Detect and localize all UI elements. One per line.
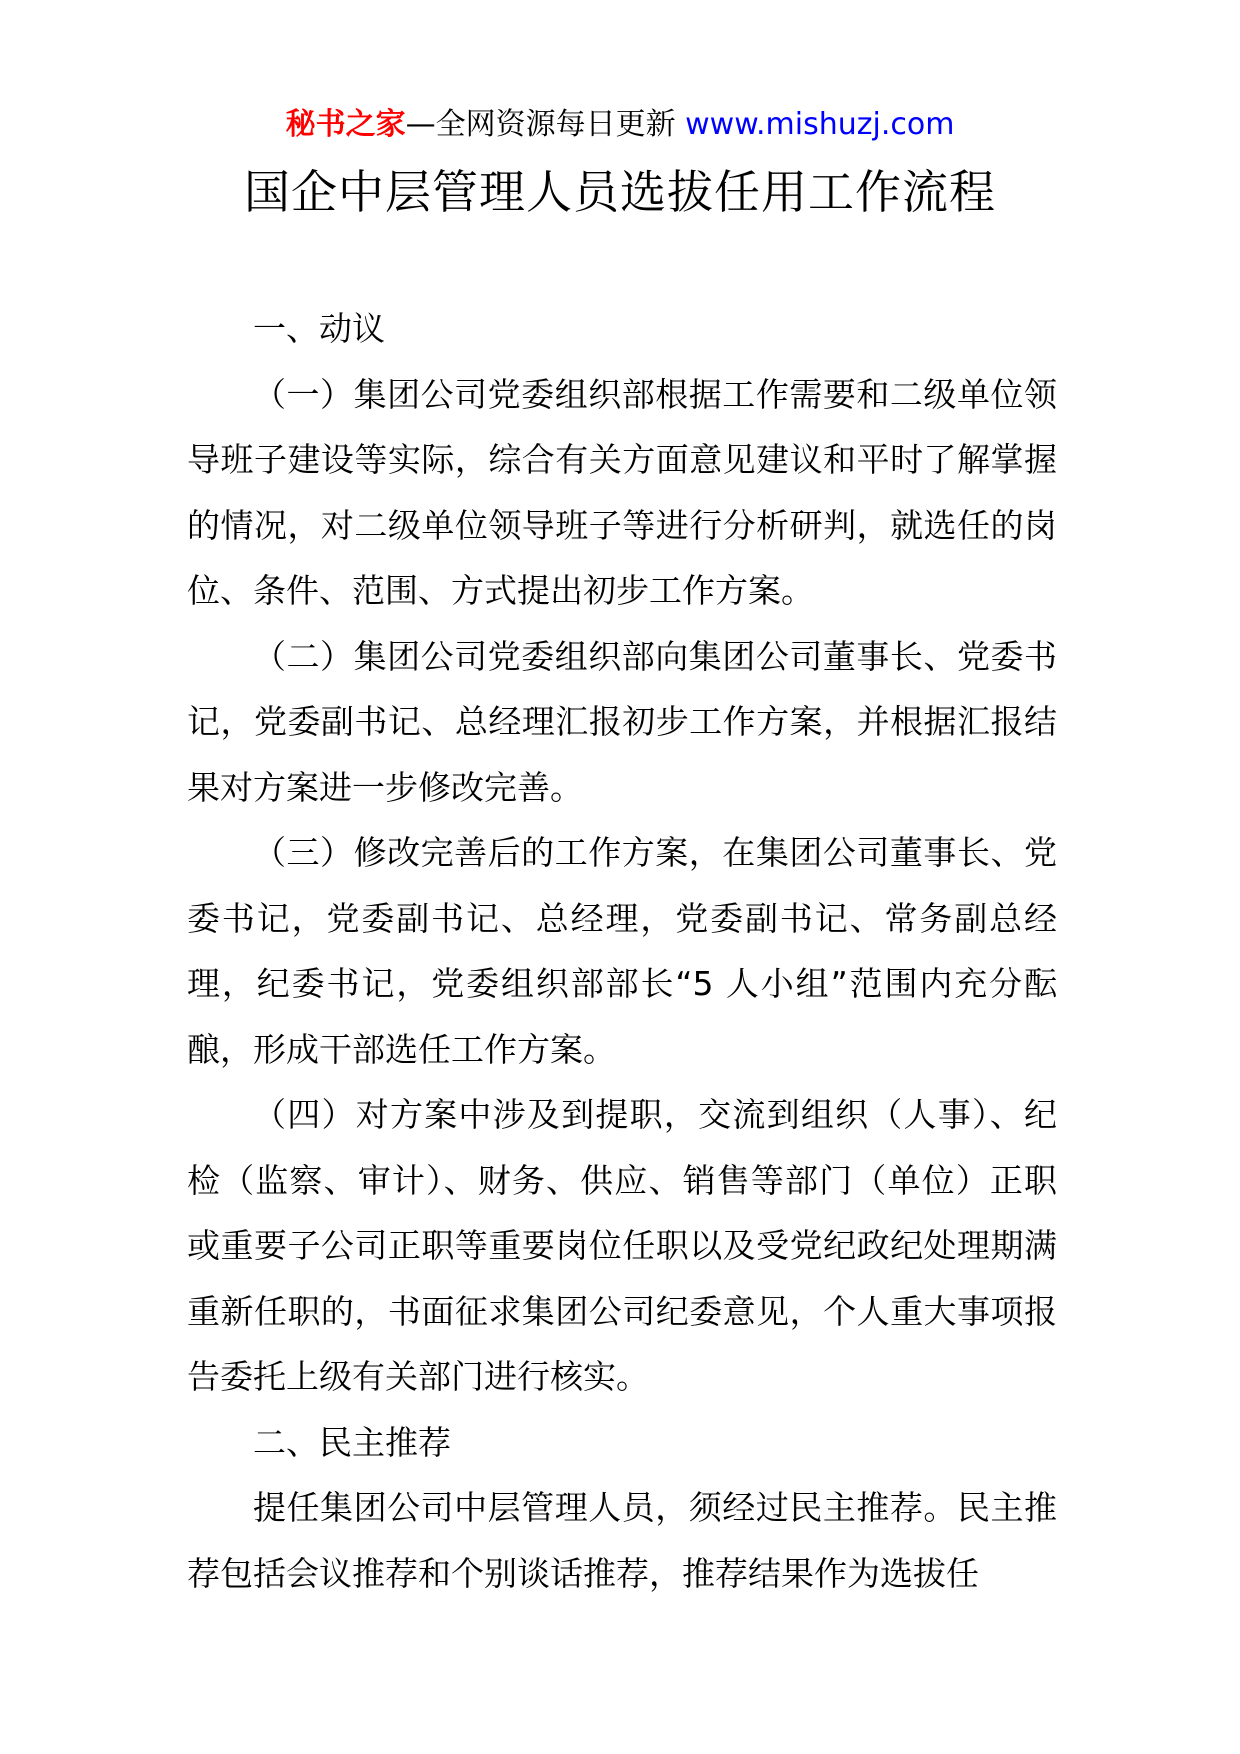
brand-name: 秘书之家	[285, 107, 406, 142]
header-slogan: —全网资源每日更新	[405, 107, 686, 142]
paragraph-3: （三）修改完善后的工作方案，在集团公司董事长、党委书记，党委副书记、总经理，党委副书记、常务副总经理，纪委书记，党委组织部部长“5 人小组”范围内充分酝酿，形成干部选任工作方案。	[187, 833, 1057, 1069]
document-title: 国企中层管理人员选拔任用工作流程	[244, 165, 996, 219]
paragraph-5: 提任集团公司中层管理人员，须经过民主推荐。民主推荐包括会议推荐和个别谈话推荐，推荐结果作为选拔任	[187, 1488, 1057, 1593]
paragraph-2: （二）集团公司党委组织部向集团公司董事长、党委书记，党委副书记、总经理汇报初步工作方案，并根据汇报结果对方案进一步修改完善。	[187, 636, 1057, 807]
site-header	[0, 100, 1240, 150]
site-link[interactable]: www.mishuzj.com	[685, 107, 955, 142]
paragraph-4: （四）对方案中涉及到提职，交流到组织（人事）、纪检（监察、审计）、财务、供应、销售等部门（单位）正职或重要子公司正职等重要岗位任职以及受党纪政纪处理期满重新任职的，书面征求集团公司纪委意见，个人重大事项报告委托上级有关部门进行核实。	[187, 1095, 1057, 1396]
section-heading-1: 一、动议	[253, 309, 385, 348]
paragraph-1: （一）集团公司党委组织部根据工作需要和二级单位领导班子建设等实际，综合有关方面意见建议和平时了解掌握的情况，对二级单位领导班子等进行分析研判，就选任的岗位、条件、范围、方式提出初步工作方案。	[187, 374, 1057, 610]
document-body	[187, 296, 1057, 1606]
section-heading-2: 二、民主推荐	[253, 1422, 451, 1462]
